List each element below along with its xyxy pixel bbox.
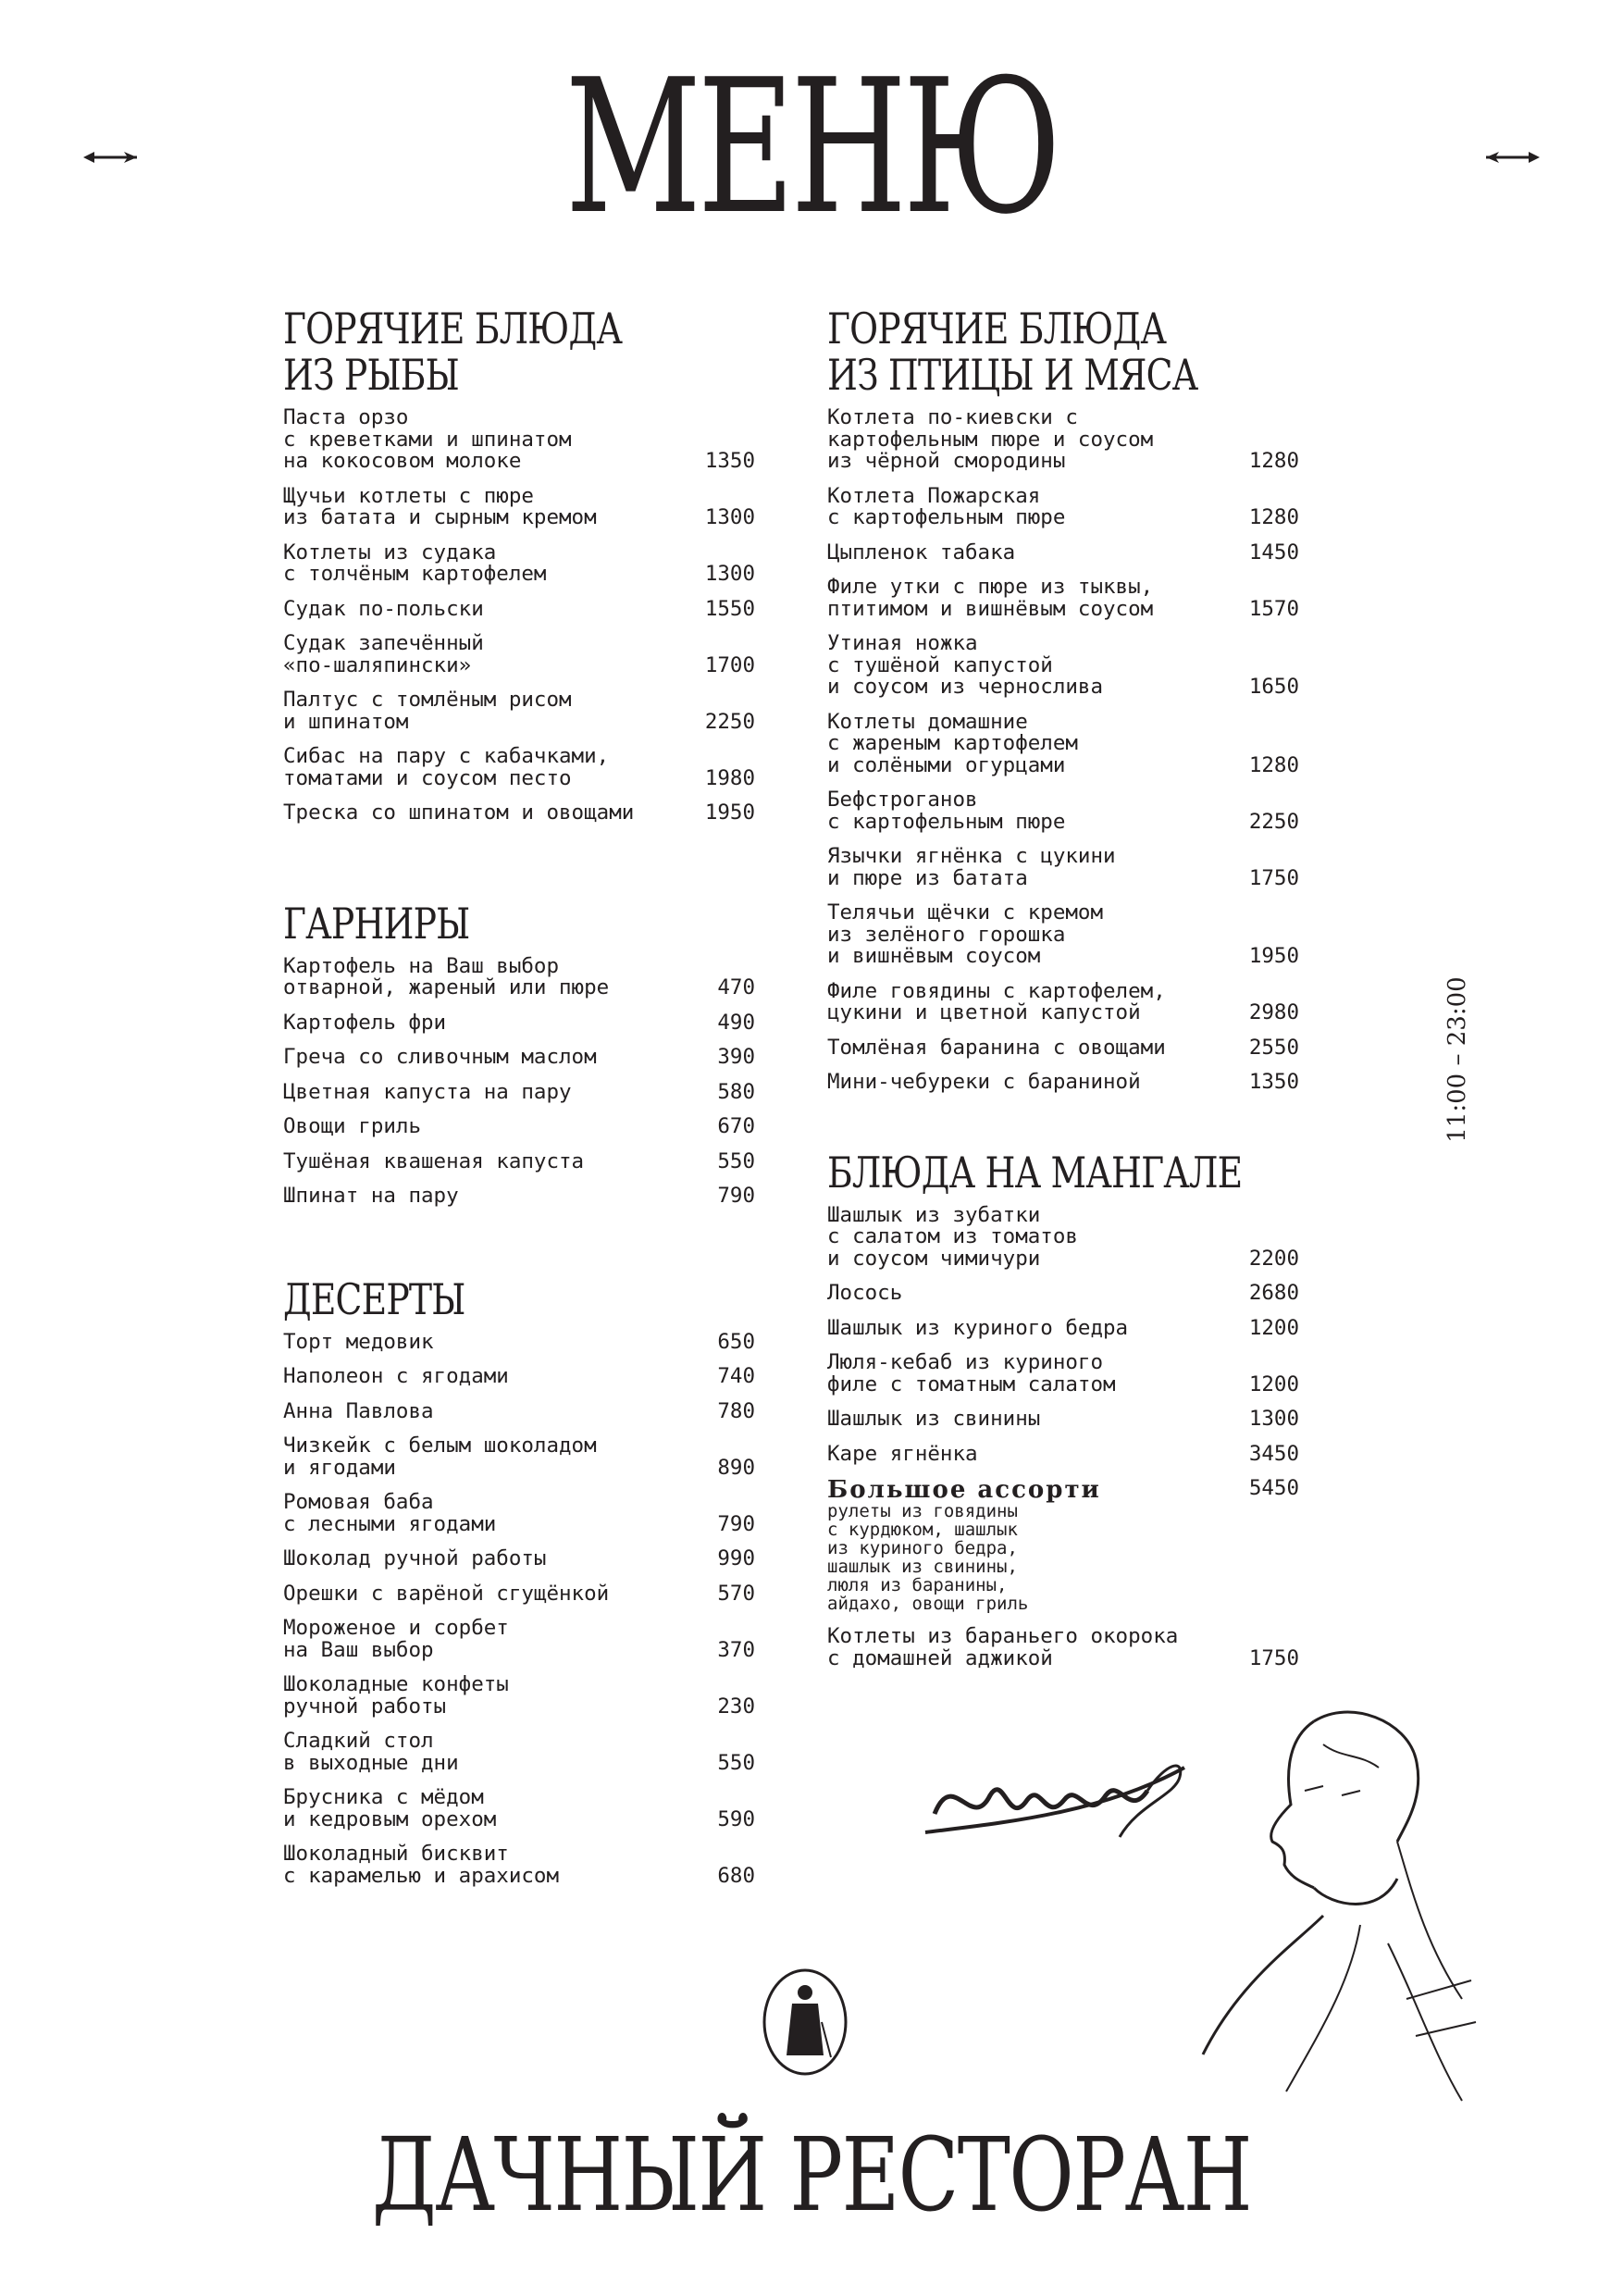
menu-item-price: 2680 bbox=[1248, 1281, 1299, 1305]
menu-item-name: Язычки ягнёнка с цукини и пюре из батата bbox=[827, 844, 1116, 890]
menu-item bbox=[283, 1731, 755, 1774]
menu-item bbox=[827, 1037, 1299, 1060]
menu-item-price: 1950 bbox=[1248, 944, 1299, 968]
menu-item bbox=[827, 978, 1299, 1024]
menu-item-price: 580 bbox=[717, 1079, 755, 1104]
menu-item bbox=[827, 846, 1299, 889]
menu-item bbox=[283, 596, 755, 621]
menu-item-price: 2550 bbox=[1248, 1035, 1299, 1060]
menu-item-price: 1280 bbox=[1248, 505, 1299, 529]
menu-item-price: 650 bbox=[717, 1329, 755, 1354]
menu-item-name: Филе утки с пюре из тыквы, птитимом и вишнёвым соусом bbox=[827, 575, 1154, 621]
menu-item bbox=[827, 1478, 1299, 1613]
menu-item bbox=[283, 1329, 755, 1354]
menu-item bbox=[283, 1116, 755, 1138]
menu-item-name: Большое ассорти bbox=[827, 1476, 1101, 1504]
menu-item-price: 1300 bbox=[704, 505, 755, 529]
menu-item bbox=[283, 1548, 755, 1570]
menu-item-price: 1450 bbox=[1248, 540, 1299, 565]
menu-item-price: 2980 bbox=[1248, 1000, 1299, 1024]
menu-item bbox=[827, 483, 1299, 529]
menu-item bbox=[283, 1012, 755, 1035]
menu-item-name: Каре ягнёнка bbox=[827, 1441, 978, 1466]
menu-item bbox=[283, 1398, 755, 1423]
menu-item-price: 550 bbox=[717, 1750, 755, 1775]
menu-item-price: 390 bbox=[717, 1045, 755, 1069]
restaurant-name: ДАЧНЫЙ РЕСТОРАН bbox=[371, 2116, 1252, 2234]
menu-item-name: Судак запечённый «по-шаляпински» bbox=[283, 631, 484, 677]
menu-item bbox=[283, 802, 755, 825]
menu-item-price: 1650 bbox=[1248, 675, 1299, 699]
menu-item bbox=[283, 1787, 755, 1831]
menu-item-price: 1350 bbox=[704, 449, 755, 473]
menu-item-price: 1570 bbox=[1248, 596, 1299, 621]
menu-item-price: 470 bbox=[717, 975, 755, 999]
menu-item-price: 1280 bbox=[1248, 449, 1299, 473]
portrait-sketch bbox=[1184, 1703, 1481, 2119]
opening-hours-text: 11:00 – 23:00 bbox=[1443, 976, 1471, 1143]
menu-item-name: Сибас на пару с кабачками, томатами и соусом песто bbox=[283, 744, 610, 790]
arrow-right-icon bbox=[1484, 148, 1540, 167]
menu-item-name: Греча со сливочным маслом bbox=[283, 1045, 597, 1069]
menu-item-price: 1950 bbox=[704, 800, 755, 825]
menu-title: МЕНЮ bbox=[564, 40, 1059, 255]
menu-item-price: 790 bbox=[717, 1184, 755, 1208]
menu-item bbox=[283, 1674, 755, 1718]
menu-item-name: Картофель на Ваш выбор отварной, жареный или пюре bbox=[283, 953, 610, 999]
menu-item bbox=[827, 789, 1299, 833]
menu-item bbox=[283, 1047, 755, 1069]
menu-item-name: Котлета Пожарская с картофельным пюре bbox=[827, 483, 1066, 529]
menu-item bbox=[827, 1072, 1299, 1094]
menu-item-price: 550 bbox=[717, 1148, 755, 1173]
menu-item-price: 1200 bbox=[1248, 1315, 1299, 1340]
menu-item bbox=[827, 1409, 1299, 1431]
arrow-left-icon bbox=[83, 148, 139, 167]
menu-item bbox=[283, 407, 755, 473]
menu-item-name: Котлеты из судака с толчёным картофелем bbox=[283, 540, 547, 586]
menu-item-price: 590 bbox=[717, 1806, 755, 1831]
restaurant-logo bbox=[761, 1967, 849, 2078]
menu-item-name: Паста орзо с креветками и шпинатом на кокосовом молоке bbox=[283, 405, 572, 473]
opening-hours bbox=[1439, 976, 1476, 1148]
menu-item-text bbox=[827, 1478, 1234, 1613]
menu-item-price: 890 bbox=[717, 1455, 755, 1480]
menu-item-name: Котлета по-киевски с картофельным пюре и соусом из чёрной смородины bbox=[827, 405, 1154, 473]
menu-item-price: 2250 bbox=[704, 709, 755, 734]
menu-item-name: Брусника с мёдом и кедровым орехом bbox=[283, 1785, 497, 1831]
menu-item-price: 370 bbox=[717, 1637, 755, 1662]
menu-item bbox=[283, 1366, 755, 1388]
menu-item-price: 680 bbox=[717, 1863, 755, 1888]
menu-item bbox=[827, 902, 1299, 968]
menu-item-name: Чизкейк с белым шоколадом и ягодами bbox=[283, 1433, 597, 1480]
menu-items-list bbox=[283, 953, 755, 1208]
menu-item bbox=[827, 1441, 1299, 1466]
section-poultry-meat bbox=[827, 305, 1299, 1094]
menu-item-name: Томлёная баранина с овощами bbox=[827, 1035, 1166, 1060]
menu-item bbox=[283, 953, 755, 999]
menu-item-price: 1750 bbox=[1248, 865, 1299, 890]
menu-item-name: Шоколадные конфеты ручной работы bbox=[283, 1672, 509, 1719]
menu-item bbox=[283, 1843, 755, 1887]
menu-item bbox=[283, 746, 755, 789]
menu-item-name: Картофель фри bbox=[283, 1010, 447, 1035]
menu-item-name: Торт медовик bbox=[283, 1329, 434, 1354]
menu-item-price: 780 bbox=[717, 1398, 755, 1423]
menu-item bbox=[283, 1618, 755, 1661]
menu-item bbox=[283, 1492, 755, 1535]
menu-item bbox=[283, 1185, 755, 1208]
menu-item-price: 570 bbox=[717, 1581, 755, 1606]
menu-items-list bbox=[283, 407, 755, 825]
menu-item-price: 3450 bbox=[1248, 1441, 1299, 1466]
menu-item-name: Шоколадный бисквит с карамелью и арахисом bbox=[283, 1842, 560, 1888]
menu-item-name: Шашлык из свинины bbox=[827, 1407, 1041, 1431]
menu-item-price: 5450 bbox=[1248, 1476, 1299, 1500]
menu-item bbox=[283, 689, 755, 733]
menu-items-list bbox=[827, 1202, 1299, 1670]
menu-item-price: 1300 bbox=[1248, 1407, 1299, 1431]
menu-item-name: Филе говядины с картофелем, цукини и цветной капустой bbox=[827, 978, 1166, 1024]
menu-item-name: Анна Павлова bbox=[283, 1398, 434, 1423]
menu-item bbox=[283, 1583, 755, 1606]
menu-item bbox=[827, 542, 1299, 565]
menu-item-name: Овощи гриль bbox=[283, 1114, 422, 1138]
menu-item bbox=[283, 1079, 755, 1104]
menu-item bbox=[827, 407, 1299, 473]
section-title: ДЕСЕРТЫ bbox=[283, 1273, 465, 1324]
menu-item bbox=[827, 1315, 1299, 1340]
menu-item-price: 990 bbox=[717, 1546, 755, 1570]
menu-item-name: Треска со шпинатом и овощами bbox=[283, 800, 635, 825]
section-desserts bbox=[283, 1273, 755, 1888]
section-title: ГАРНИРЫ bbox=[283, 898, 470, 949]
menu-item-price: 230 bbox=[717, 1694, 755, 1719]
menu-item bbox=[827, 709, 1299, 777]
section-title: ГОРЯЧИЕ БЛЮДА ИЗ ПТИЦЫ И МЯСА bbox=[827, 304, 1198, 400]
menu-item-name: Котлеты из бараньего окорока с домашней аджикой bbox=[827, 1624, 1179, 1670]
menu-item-name: Шашлык из зубатки с салатом из томатов и соусом чимичури bbox=[827, 1202, 1078, 1271]
menu-item-name: Судак по-польски bbox=[283, 596, 484, 621]
menu-item bbox=[827, 577, 1299, 620]
signature-icon bbox=[916, 1749, 1194, 1860]
menu-item-name: Щучьи котлеты с пюре из батата и сырным кремом bbox=[283, 483, 597, 529]
menu-item bbox=[827, 633, 1299, 699]
menu-item-price: 1350 bbox=[1248, 1070, 1299, 1094]
menu-item-name: Шпинат на пару bbox=[283, 1184, 459, 1208]
menu-item-price: 1280 bbox=[1248, 752, 1299, 777]
menu-item bbox=[283, 542, 755, 586]
menu-item-name: Цветная капуста на пару bbox=[283, 1079, 572, 1104]
menu-item bbox=[827, 1283, 1299, 1305]
menu-item-name: Наполеон с ягодами bbox=[283, 1364, 509, 1388]
menu-item-name: Утиная ножка с тушёной капустой и соусом из чернослива bbox=[827, 631, 1104, 699]
menu-item bbox=[283, 633, 755, 676]
menu-items-list bbox=[283, 1329, 755, 1888]
section-garnish bbox=[283, 900, 755, 1208]
menu-item bbox=[827, 1626, 1299, 1669]
right-column bbox=[827, 305, 1299, 1682]
menu-item bbox=[283, 1435, 755, 1479]
menu-item-name: Мороженое и сорбет на Ваш выбор bbox=[283, 1616, 509, 1662]
menu-item-description: рулеты из говядины с курдюком, шашлык из куриного бедра, шашлык из свинины, люля из баранины, айдахо, овощи гриль bbox=[827, 1501, 1029, 1614]
menu-item-name: Орешки с варёной сгущёнкой bbox=[283, 1581, 610, 1606]
menu-item-name: Шоколад ручной работы bbox=[283, 1546, 547, 1570]
menu-item-price: 2250 bbox=[1248, 809, 1299, 834]
menu-item-name: Бефстроганов с картофельным пюре bbox=[827, 788, 1066, 834]
menu-item-price: 1200 bbox=[1248, 1371, 1299, 1396]
menu-item-name: Ромовая баба с лесными ягодами bbox=[283, 1490, 497, 1536]
menu-item bbox=[283, 1148, 755, 1173]
left-column bbox=[283, 305, 755, 1900]
menu-item-name: Люля-кебаб из куриного филе с томатным салатом bbox=[827, 1350, 1116, 1396]
menu-item-name: Сладкий стол в выходные дни bbox=[283, 1729, 459, 1775]
menu-item-name: Шашлык из куриного бедра bbox=[827, 1315, 1129, 1340]
menu-item-name: Цыпленок табака bbox=[827, 540, 1016, 565]
menu-item-price: 1300 bbox=[704, 562, 755, 586]
menu-item-price: 1750 bbox=[1248, 1645, 1299, 1670]
menu-item-name: Тушёная квашеная капуста bbox=[283, 1148, 585, 1173]
section-title: БЛЮДА НА МАНГАЛЕ bbox=[827, 1147, 1243, 1198]
menu-item-price: 1550 bbox=[704, 596, 755, 621]
menu-item-name: Телячьи щёчки с кремом из зелёного горошка и вишнёвым соусом bbox=[827, 900, 1104, 968]
menu-item bbox=[827, 1202, 1299, 1271]
section-title: ГОРЯЧИЕ БЛЮДА ИЗ РЫБЫ bbox=[283, 304, 623, 400]
menu-item-price: 740 bbox=[717, 1364, 755, 1388]
menu-item-price: 790 bbox=[717, 1511, 755, 1536]
menu-item-name: Лосось bbox=[827, 1281, 903, 1305]
menu-item-price: 490 bbox=[717, 1010, 755, 1035]
menu-items-list bbox=[827, 407, 1299, 1094]
menu-item-price: 1700 bbox=[704, 652, 755, 677]
menu-item-name: Палтус с томлёным рисом и шпинатом bbox=[283, 688, 572, 734]
menu-item bbox=[827, 1352, 1299, 1396]
section-fish bbox=[283, 305, 755, 825]
menu-item-name: Мини-чебуреки с бараниной bbox=[827, 1070, 1141, 1094]
menu-item-name: Котлеты домашние с жареным картофелем и солёными огурцами bbox=[827, 709, 1078, 777]
section-grill bbox=[827, 1149, 1299, 1670]
menu-item-price: 2200 bbox=[1248, 1246, 1299, 1271]
menu-item bbox=[283, 483, 755, 529]
menu-item-price: 1980 bbox=[704, 765, 755, 790]
menu-item-price: 670 bbox=[717, 1114, 755, 1138]
